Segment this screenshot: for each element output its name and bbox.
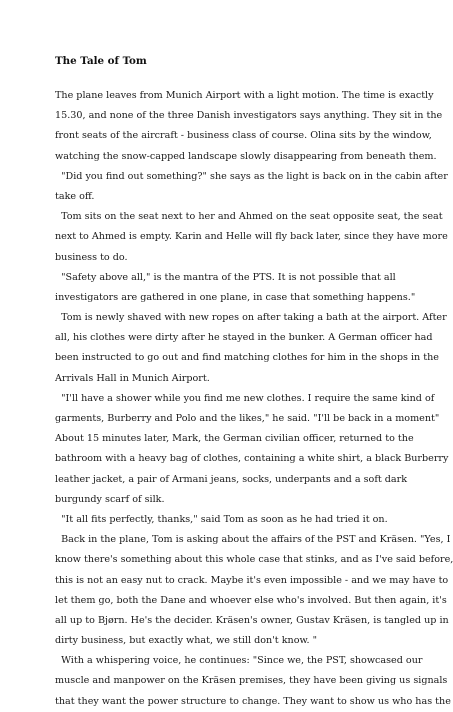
document-body [55,86,453,712]
document-title: The Tale of Tom [55,55,147,67]
text-line: this is not an easy nut to crack. Maybe it's even impossible - and we may have to [55,574,449,586]
text-line: bathroom with a heavy bag of clothes, containing a white shirt, a black Burberry [55,453,449,465]
text-line: let them go, both the Dane and whoever else who's involved. But then again, it's [55,594,447,606]
text-line: With a whispering voice, he continues: "Since we, the PST, showcased our [55,655,423,667]
text-line: front seats of the aircraft - business class of course. Olina sits by the window, [55,130,432,142]
text-line: burgundy scarf of silk. [55,493,165,505]
text-line: been instructed to go out and find matching clothes for him in the shops in the [55,352,439,364]
text-line: garments, Burberry and Polo and the likes," he said. "I'll be back in a moment" [55,413,440,424]
text-line: investigators are gathered in one plane, in case that something happens." [55,291,416,303]
text-line: "Safety above all," is the mantra of the PTS. It is not possible that all [55,271,396,283]
text-line: leather jacket, a pair of Armani jeans, socks, underpants and a soft dark [55,473,408,485]
text-line: next to Ahmed is empty. Karin and Helle will fly back later, since they have more [55,231,448,243]
text-line: Tom sits on the seat next to her and Ahmed on the seat opposite seat, the seat [55,211,443,223]
text-line: "I'll have a shower while you find me new clothes. I require the same kind of [55,392,435,404]
text-line: that they want the power structure to change. They want to show us who has the [55,695,451,707]
text-line: Tom is newly shaved with new ropes on after taking a bath at the airport. After [55,312,447,324]
text-line: Back in the plane, Tom is asking about the affairs of the PST and Kräsen. "Yes, I [55,534,451,546]
text-line: take off. [55,190,95,202]
text-line: all up to Bjørn. He's the decider. Kräsen's owner, Gustav Kräsen, is tangled up in [55,614,449,626]
text-line: 15.30, and none of the three Danish investigators says anything. They sit in the [55,110,443,122]
text-line: business to do. [55,251,128,263]
text-line: About 15 minutes later, Mark, the German civilian officer, returned to the [55,433,414,445]
text-line: know there's something about this whole case that stinks, and as I've said before, [55,554,453,566]
text-line: dirty business, but exactly what, we still don't know. " [55,635,318,647]
text-line: "Did you find out something?" she says as the light is back on in the cabin after [55,170,448,182]
text-line: "It all fits perfectly, thanks," said Tom as soon as he had tried it on. [55,513,388,525]
text-line: Arrivals Hall in Munich Airport. [55,372,210,384]
text-line: all, his clothes were dirty after he stayed in the bunker. A German officer had [55,332,433,344]
text-line: watching the snow-capped landscape slowly disappearing from beneath them. [55,150,437,162]
text-line: The plane leaves from Munich Airport with a light motion. The time is exactly [55,90,434,101]
text-line: muscle and manpower on the Kräsen premises, they have been giving us signals [55,675,448,687]
